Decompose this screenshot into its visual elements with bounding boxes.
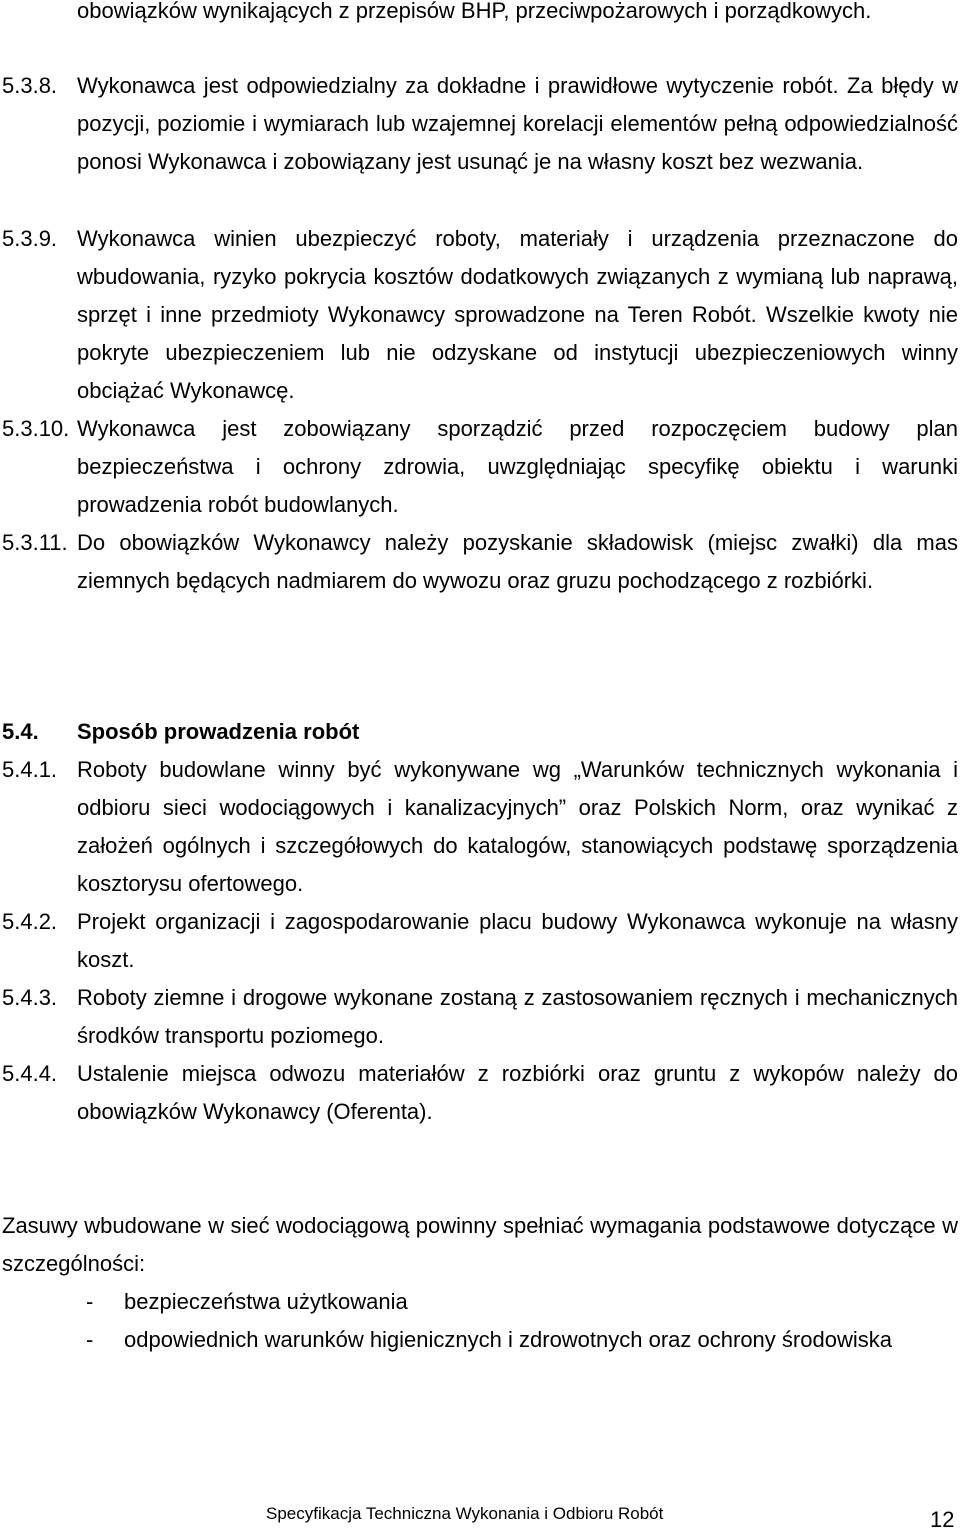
- continued-paragraph: [0, 0, 958, 30]
- clause-number: 5.4.4.: [2, 1061, 58, 1086]
- clause-text: Wykonawca jest odpowiedzialny za dokładne i prawidłowe wytyczenie robót. Za błędy w pozycji, poziomie i wymiarach lub wzajemnej korelacji elementów pełną odpowiedzialność ponosi Wykonawca i zobowiązany jest usunąć je na własny koszt bez wezwania.: [77, 73, 958, 174]
- clause-number: 5.4.2.: [2, 909, 58, 934]
- bullet-text: odpowiednich warunków higienicznych i zdrowotnych oraz ochrony środowiska: [124, 1327, 892, 1352]
- clause-5-3-8: [0, 67, 958, 181]
- clause-number: 5.4.3.: [2, 985, 58, 1010]
- clause-number: 5.3.9.: [2, 226, 58, 251]
- clause-5-3-10: [0, 410, 958, 524]
- clause-text: Wykonawca jest zobowiązany sporządzić przed rozpoczęciem budowy plan bezpieczeństwa i ochrony zdrowia, uwzględniając specyfikę obiektu i warunki prowadzenia robót budowlanych.: [77, 416, 958, 517]
- section-number: 5.4.: [2, 719, 39, 744]
- clause-5-4-4: [0, 1055, 958, 1131]
- clause-text: Do obowiązków Wykonawcy należy pozyskanie składowisk (miejsc zwałki) dla mas ziemnych będących nadmiarem do wywozu oraz gruzu pochodzącego z rozbiórki.: [77, 530, 958, 593]
- clause-number: 5.3.8.: [2, 73, 58, 98]
- clause-text: Roboty ziemne i drogowe wykonane zostaną z zastosowaniem ręcznych i mechanicznych środków transportu poziomego.: [77, 985, 958, 1048]
- clause-5-3-9: [0, 220, 958, 410]
- continued-paragraph-text: obowiązków wynikających z przepisów BHP, przeciwpożarowych i porządkowych.: [77, 0, 872, 23]
- clause-5-4-1: [0, 751, 958, 903]
- bullet-text: bezpieczeństwa użytkowania: [124, 1289, 408, 1314]
- footer-title: Specyfikacja Techniczna Wykonania i Odbioru Robót: [266, 1504, 664, 1523]
- clause-5-3-11: [0, 524, 958, 600]
- page-number: 12: [930, 1507, 955, 1532]
- clause-number: 5.3.10.: [2, 416, 70, 441]
- section-title: Sposób prowadzenia robót: [77, 719, 360, 744]
- bullet-dash: -: [86, 1289, 94, 1314]
- clause-number: 5.4.1.: [2, 757, 58, 782]
- clause-5-4-3: [0, 979, 958, 1055]
- bullet-item: [0, 1283, 958, 1321]
- clause-text: Roboty budowlane winny być wykonywane wg „Warunków technicznych wykonania i odbioru sieci wodociągowych i kanalizacyjnych” oraz Polskich Norm, oraz wynikać z założeń ogólnych i szczegółowych do katalogów, stanowiących podstawę sporządzenia kosztorysu ofertowego.: [77, 757, 958, 896]
- bullet-item: [0, 1321, 958, 1359]
- valves-intro: Zasuwy wbudowane w sieć wodociągową powinny spełniać wymagania podstawowe dotyczące w szczególności:: [2, 1213, 958, 1276]
- clause-text: Ustalenie miejsca odwozu materiałów z rozbiórki oraz gruntu z wykopów należy do obowiązków Wykonawcy (Oferenta).: [77, 1061, 958, 1124]
- clause-text: Wykonawca winien ubezpieczyć roboty, materiały i urządzenia przeznaczone do wbudowania, ryzyko pokrycia kosztów dodatkowych związanych z wymianą lub naprawą, sprzęt i inne przedmioty Wykonawcy sprowadzone na Teren Robót. Wszelkie kwoty nie pokryte ubezpieczeniem lub nie odzyskane od instytucji ubezpieczeniowych winny obciążać Wykonawcę.: [77, 226, 958, 403]
- clause-number: 5.3.11.: [2, 530, 68, 555]
- clause-text: Projekt organizacji i zagospodarowanie placu budowy Wykonawca wykonuje na własny koszt.: [77, 909, 958, 972]
- clause-5-4-2: [0, 903, 958, 979]
- bullet-dash: -: [86, 1327, 94, 1352]
